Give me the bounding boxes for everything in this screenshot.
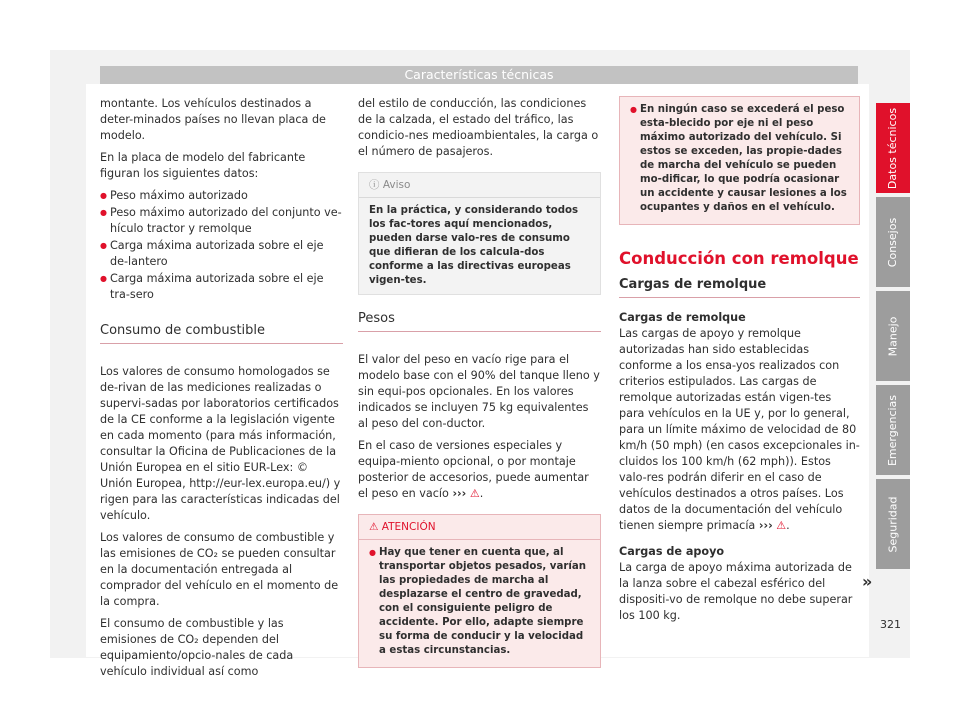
continued-warning-text: ● En ningún caso se excederá el peso esta-blecido por eje ni el peso máximo autorizado del vehículo. Si estos se exceden, las propie-dades de marcha del vehículo se pueden mo-dificar, lo que podría ocasionar un accidente y causar lesiones a los ocupantes y daños en el vehículo. (630, 103, 849, 215)
tab-datos-tecnicos[interactable] (876, 103, 910, 193)
atencion-text: ● Hay que tener en cuenta que, al transportar objetos pesados, varían las propiedades de marcha al desplazarse el centro de gravedad, con el consiguiente peligro de accidente. Por ello, adapte siempre su forma de conducir y la velocidad a estas circunstancias. (369, 546, 590, 658)
pesos-paragraph-2-text: En el caso de versiones especiales y equipa-miento opcional, o por montaje posterior de accesorios, puede aumentar el peso en vacío (358, 439, 589, 500)
aviso-text: En la práctica, y considerando todos los fac-tores aquí mencionados, pueden darse valo-res de consumo que difieran de los calcula-dos conforme a las directivas europeas vigen-tes. (369, 205, 579, 286)
cargas-heading: Cargas de remolque (619, 311, 746, 324)
warning-triangle-icon: ⚠ (369, 521, 379, 533)
list-item: ● Carga máxima autorizada sobre el eje tra-sero (100, 271, 343, 303)
list-item: ● Carga máxima autorizada sobre el eje de-lantero (100, 238, 343, 270)
warning-triangle-icon: ⚠ (776, 519, 787, 532)
section-title-cargas: Cargas de remolque (619, 277, 860, 298)
apoyo-heading: Cargas de apoyo (619, 545, 725, 558)
tab-label: Emergencias (886, 394, 900, 466)
cargas-paragraph-text: Las cargas de apoyo y remolque autorizadas han sido establecidas conforme a los ensa-yos realizados con criterios estipulados. Las cargas de remolque autorizadas están vigen-tes para vehículos en la UE y, por lo general, para un límite máximo de velocidad de 80 km/h (50 mph) (en casos excepcionales in-cluidos los 100 km/h (62 mph)). Estos valo-res podrán diferir en el caso de vehículos destinados a otros países. Los datos de la documentación del vehículo tienen siempre primacía (619, 327, 860, 532)
apoyo-paragraph: La carga de apoyo máxima autorizada de la lanza sobre el cabezal esférico del dispositi-vo de remolque no debe superar los 100 kg. (619, 561, 853, 622)
continued-warning-box (619, 96, 860, 225)
column-2 (358, 96, 601, 668)
tab-label: Manejo (886, 316, 900, 356)
aviso-header (359, 173, 600, 198)
column-3 (619, 96, 860, 630)
aviso-box (358, 172, 601, 295)
section-title-pesos: Pesos (358, 311, 601, 332)
intro-paragraph-2: En la placa de modelo del fabricante figuran los siguientes datos: (100, 151, 306, 180)
intro-paragraph: montante. Los vehículos destinados a deter-minados países no llevan placa de modelo. (100, 97, 326, 142)
page-header: Características técnicas (100, 66, 858, 84)
atencion-label: ATENCIÓN (381, 521, 436, 533)
pesos-paragraph-2: En el caso de versiones especiales y equipa-miento opcional, o por montaje posterior de accesorios, puede aumentar el peso en vacío ››› ⚠. (358, 439, 589, 500)
info-icon: ⓘ (369, 179, 380, 191)
section-title-consumo: Consumo de combustible (100, 323, 343, 344)
tab-label: Consejos (886, 217, 900, 267)
cross-reference-arrows[interactable]: ››› (758, 519, 773, 532)
tab-manejo[interactable] (876, 291, 910, 381)
tab-label: Seguridad (886, 496, 900, 552)
consumo-paragraph-3: El consumo de combustible y las emisiones de CO₂ dependen del equipamiento/opcio-nales de cada vehículo individual así como (100, 617, 294, 678)
tab-emergencias[interactable] (876, 385, 910, 475)
tab-consejos[interactable] (876, 197, 910, 287)
consumo-paragraph-2: Los valores de consumo de combustible y las emisiones de CO₂ se pueden consultar en la documentación entregada al comprador del vehículo en el momento de la compra. (100, 531, 339, 608)
tab-seguridad[interactable] (876, 479, 910, 569)
column-1 (100, 96, 343, 686)
page-number: 321 (880, 618, 901, 631)
tab-label: Datos técnicos (886, 107, 900, 189)
cross-reference-arrows[interactable]: ››› (452, 487, 467, 500)
atencion-box (358, 514, 601, 668)
warning-triangle-icon: ⚠ (469, 487, 480, 500)
atencion-header (359, 515, 600, 540)
chapter-title: Conducción con remolque (619, 249, 859, 268)
pesos-paragraph-1: El valor del peso en vacío rige para el modelo base con el 90% del tanque lleno y sin equi-pos opcionales. En los valores indicados se incluyen 75 kg equivalentes al peso del con-ductor. (358, 353, 600, 430)
chapter-tabs (876, 103, 910, 573)
continued-warning-body (620, 97, 859, 224)
atencion-body (359, 540, 600, 667)
continued-paragraph: del estilo de conducción, las condiciones de la calzada, el estado del tráfico, las condicio-nes medioambientales, la carga o el número de pasajeros. (358, 97, 599, 158)
continue-arrow[interactable]: » (862, 572, 873, 591)
aviso-label: Aviso (382, 179, 411, 191)
list-item: ● Peso máximo autorizado (100, 188, 343, 204)
consumo-paragraph-1: Los valores de consumo homologados se de-rivan de las mediciones realizadas o supervi-sadas por laboratorios certificados de la CE conforme a la legislación vigente en cada momento (para más información, consultar la Oficina de Publicaciones de la Unión Europea en el sitio EUR-Lex: © Unión Europea, http://eur-lex.europa.eu/) y rigen para las características indicadas del vehículo. (100, 365, 341, 522)
cargas-paragraph: Las cargas de apoyo y remolque autorizadas han sido establecidas conforme a los ensa-yos realizados con criterios estipulados. Las cargas de remolque autorizadas están vigen-tes para vehículos en la UE y, por lo general, para un límite máximo de velocidad de 80 km/h (50 mph) (en casos excepcionales in-cluidos los 100 km/h (62 mph)). Estos valo-res podrán diferir en el caso de vehículos destinados a otros países. Los datos de la documentación del vehículo tienen siempre primacía ››› ⚠. (619, 327, 860, 532)
list-item: ● Peso máximo autorizado del conjunto ve-hículo tractor y remolque (100, 205, 343, 237)
